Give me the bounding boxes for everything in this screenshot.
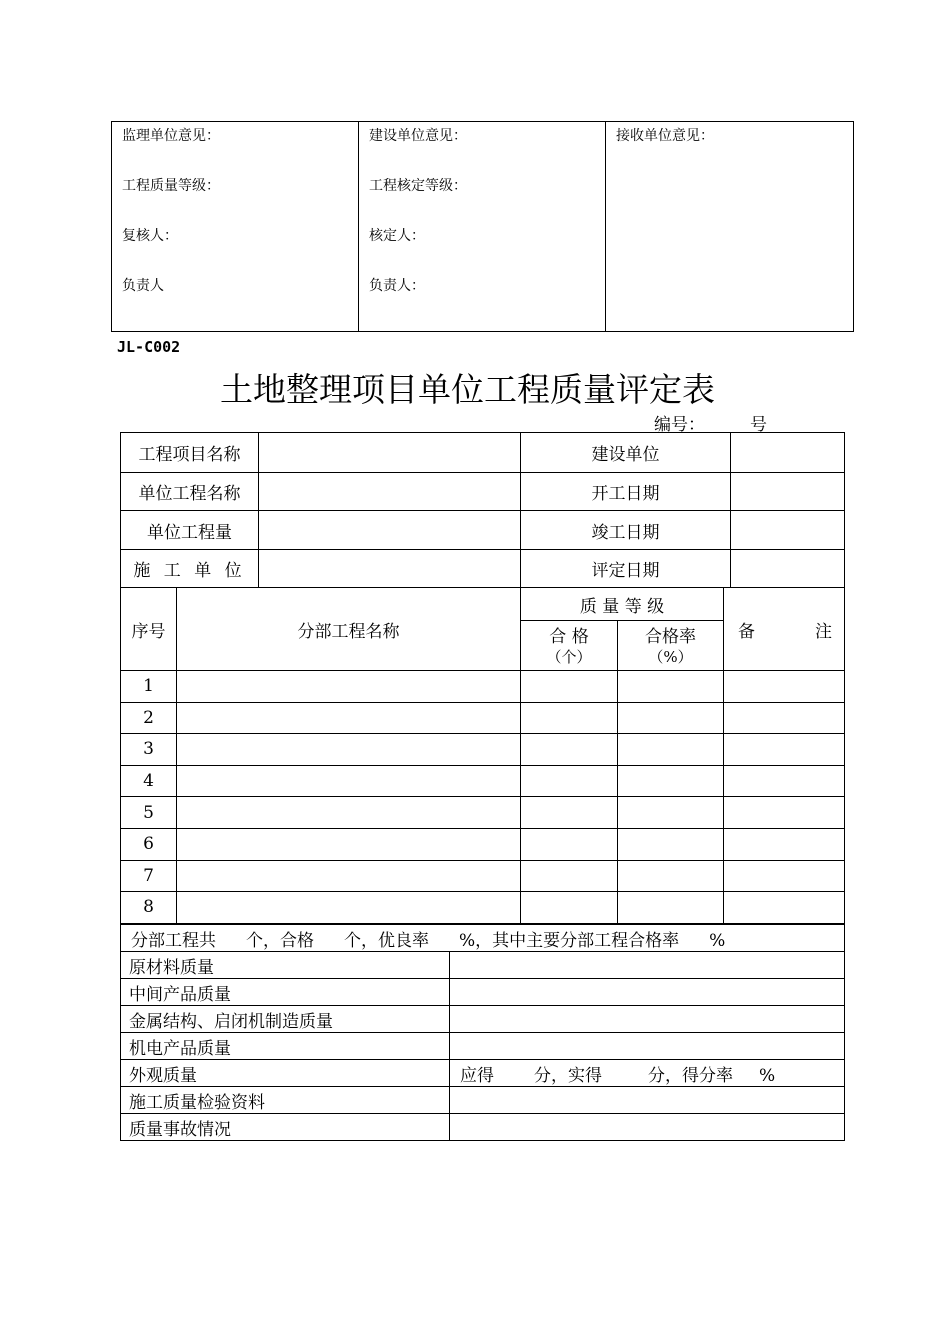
row-pass-rate[interactable] xyxy=(618,828,724,860)
row-seq: 7 xyxy=(121,860,177,892)
row-pass-count[interactable] xyxy=(521,892,618,924)
supervisor-reviewer: 复核人： xyxy=(122,228,178,244)
intermediate-label: 中间产品质量 xyxy=(121,979,450,1006)
row-remarks[interactable] xyxy=(724,702,845,734)
row-pass-count[interactable] xyxy=(521,797,618,829)
row-subproject-name[interactable] xyxy=(177,671,521,703)
project-name-field[interactable] xyxy=(259,433,521,473)
score-rate-label: 分，得分率 xyxy=(648,1065,733,1086)
metal-structure-label: 金属结构、启闭机制造质量 xyxy=(121,1006,450,1033)
summary-percent: % xyxy=(709,930,726,951)
supervisor-responsible: 负责人 xyxy=(122,278,164,294)
completion-date-label: 竣工日期 xyxy=(521,511,731,550)
row-pass-count[interactable] xyxy=(521,734,618,766)
owner-opinion-cell[interactable] xyxy=(359,122,606,332)
row-subproject-name[interactable] xyxy=(177,734,521,766)
evaluation-table xyxy=(120,432,845,924)
unit-quantity-field[interactable] xyxy=(259,511,521,550)
row-subproject-name[interactable] xyxy=(177,702,521,734)
row-subproject-name[interactable] xyxy=(177,797,521,829)
electromech-field[interactable] xyxy=(450,1033,845,1060)
row-remarks[interactable] xyxy=(724,671,845,703)
contractor-label: 施 工 单 位 xyxy=(121,550,259,588)
table-row xyxy=(121,734,845,766)
seq-header: 序号 xyxy=(121,588,177,671)
subproject-rows xyxy=(121,671,845,924)
row-pass-rate[interactable] xyxy=(618,860,724,892)
table-row xyxy=(121,671,845,703)
unit-project-name-field[interactable] xyxy=(259,473,521,511)
pass-count-label: 合 格 xyxy=(549,626,589,647)
owner-unit-label: 建设单位 xyxy=(521,433,731,473)
receiver-heading: 接收单位意见： xyxy=(616,128,714,144)
receiver-opinion-cell[interactable] xyxy=(606,122,854,332)
row-subproject-name[interactable] xyxy=(177,828,521,860)
row-remarks[interactable] xyxy=(724,860,845,892)
quality-grade-header: 质 量 等 级 xyxy=(521,588,724,621)
row-seq: 4 xyxy=(121,765,177,797)
row-subproject-name[interactable] xyxy=(177,892,521,924)
pass-count-unit: （个） xyxy=(546,647,592,666)
row-seq: 1 xyxy=(121,671,177,703)
serial-label: 编号： xyxy=(654,415,705,435)
appearance-score-field[interactable] xyxy=(450,1060,845,1087)
table-row xyxy=(121,702,845,734)
row-seq: 5 xyxy=(121,797,177,829)
inspection-docs-field[interactable] xyxy=(450,1087,845,1114)
owner-unit-field[interactable] xyxy=(731,433,845,473)
remarks-char-a: 备 xyxy=(738,621,755,642)
row-seq: 3 xyxy=(121,734,177,766)
score-percent: % xyxy=(759,1065,776,1086)
remarks-char-b: 注 xyxy=(815,621,832,642)
table-row xyxy=(121,765,845,797)
owner-verified-grade: 工程核定等级： xyxy=(369,178,467,194)
metal-structure-field[interactable] xyxy=(450,1006,845,1033)
raw-material-label: 原材料质量 xyxy=(121,952,450,979)
appearance-label: 外观质量 xyxy=(121,1060,450,1087)
row-pass-rate[interactable] xyxy=(618,797,724,829)
row-pass-count[interactable] xyxy=(521,828,618,860)
row-remarks[interactable] xyxy=(724,765,845,797)
summary-pass-label: 个，合格 xyxy=(246,930,314,951)
subproject-name-header: 分部工程名称 xyxy=(177,588,521,671)
row-pass-rate[interactable] xyxy=(618,671,724,703)
row-subproject-name[interactable] xyxy=(177,860,521,892)
table-row xyxy=(121,860,845,892)
remarks-header xyxy=(724,588,845,671)
contractor-field[interactable] xyxy=(259,550,521,588)
row-pass-rate[interactable] xyxy=(618,734,724,766)
table-row xyxy=(121,828,845,860)
accidents-label: 质量事故情况 xyxy=(121,1114,450,1141)
pass-rate-label: 合格率 xyxy=(645,626,696,647)
row-remarks[interactable] xyxy=(724,828,845,860)
start-date-field[interactable] xyxy=(731,473,845,511)
row-pass-count[interactable] xyxy=(521,765,618,797)
row-seq: 8 xyxy=(121,892,177,924)
row-pass-count[interactable] xyxy=(521,671,618,703)
quality-summary-table xyxy=(120,924,845,1141)
completion-date-field[interactable] xyxy=(731,511,845,550)
evaluation-date-label: 评定日期 xyxy=(521,550,731,588)
opinions-table xyxy=(111,121,854,332)
start-date-label: 开工日期 xyxy=(521,473,731,511)
form-code: JL-C002 xyxy=(117,338,181,356)
supervisor-quality-grade: 工程质量等级： xyxy=(122,178,220,194)
summary-main-rate-label: %，其中主要分部工程合格率 xyxy=(459,930,680,951)
pass-count-header xyxy=(521,621,618,671)
unit-project-name-label: 单位工程名称 xyxy=(121,473,259,511)
pass-rate-unit: （%） xyxy=(648,647,693,666)
supervisor-heading: 监理单位意见： xyxy=(122,128,220,144)
row-pass-rate[interactable] xyxy=(618,702,724,734)
row-seq: 2 xyxy=(121,702,177,734)
score-actual-label: 分，实得 xyxy=(534,1065,602,1086)
summary-row xyxy=(121,925,845,952)
row-pass-count[interactable] xyxy=(521,860,618,892)
electromech-label: 机电产品质量 xyxy=(121,1033,450,1060)
row-pass-rate[interactable] xyxy=(618,892,724,924)
table-row xyxy=(121,892,845,924)
summary-total-label: 分部工程共 xyxy=(131,930,216,951)
summary-excellent-label: 个，优良率 xyxy=(344,930,429,951)
serial-suffix: 号 xyxy=(750,415,767,435)
owner-verifier: 核定人： xyxy=(369,228,425,244)
accidents-field[interactable] xyxy=(450,1114,845,1141)
row-remarks[interactable] xyxy=(724,797,845,829)
owner-responsible: 负责人： xyxy=(369,278,425,294)
score-due-label: 应得 xyxy=(460,1065,494,1086)
table-row xyxy=(121,797,845,829)
supervisor-opinion-cell[interactable] xyxy=(112,122,359,332)
owner-heading: 建设单位意见： xyxy=(369,128,467,144)
row-pass-count[interactable] xyxy=(521,702,618,734)
unit-quantity-label: 单位工程量 xyxy=(121,511,259,550)
raw-material-field[interactable] xyxy=(450,952,845,979)
evaluation-date-field[interactable] xyxy=(731,550,845,588)
row-remarks[interactable] xyxy=(724,892,845,924)
row-subproject-name[interactable] xyxy=(177,765,521,797)
inspection-docs-label: 施工质量检验资料 xyxy=(121,1087,450,1114)
project-name-label: 工程项目名称 xyxy=(121,433,259,473)
row-pass-rate[interactable] xyxy=(618,765,724,797)
row-remarks[interactable] xyxy=(724,734,845,766)
intermediate-field[interactable] xyxy=(450,979,845,1006)
row-seq: 6 xyxy=(121,828,177,860)
pass-rate-header xyxy=(618,621,724,671)
page-title: 土地整理项目单位工程质量评定表 xyxy=(220,370,715,409)
